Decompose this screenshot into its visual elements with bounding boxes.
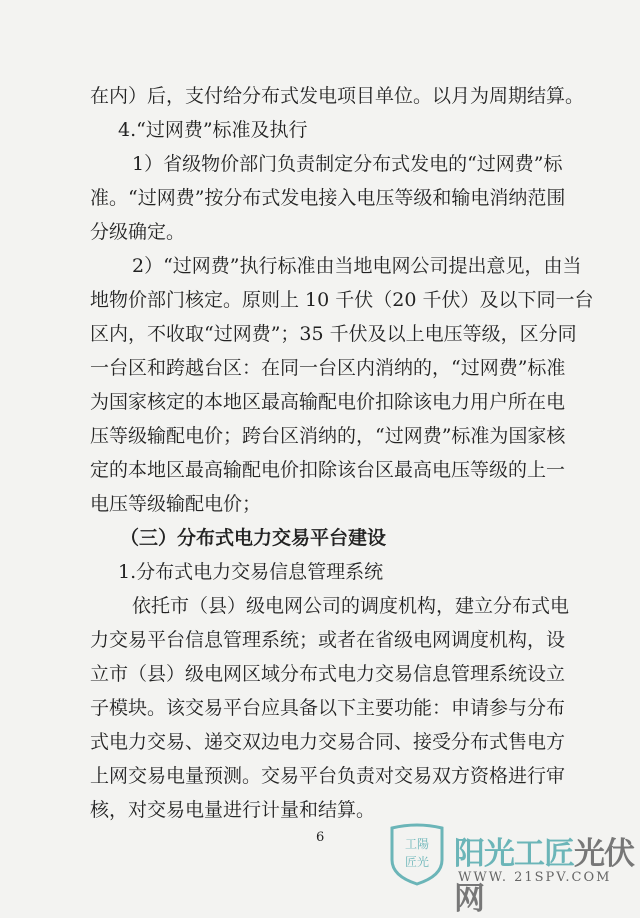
paragraph-line: 区内，不收取“过网费”；35 千伏及以上电压等级，区分同: [90, 323, 577, 345]
section-heading: （三）分布式电力交易平台建设: [120, 527, 387, 549]
svg-text:工陽: 工陽: [404, 837, 430, 851]
paragraph-line: 2）“过网费”执行标准由当地电网公司提出意见，由当: [132, 255, 582, 277]
paragraph-line: 1）省级物价部门负责制定分布式发电的“过网费”标: [132, 153, 563, 175]
paragraph-line: 子模块。该交易平台应具备以下主要功能：申请参与分布: [90, 697, 566, 719]
paragraph-line: 在内）后，支付给分布式发电项目单位。以月为周期结算。: [90, 85, 585, 107]
paragraph-line: 分级确定。: [90, 221, 186, 243]
page-number: 6: [316, 830, 325, 845]
paragraph-line: 准。“过网费”按分布式发电接入电压等级和输电消纳范围: [90, 187, 566, 209]
paragraph-line: 力交易平台信息管理系统；或者在省级电网调度机构，设: [90, 629, 566, 651]
brand-name-teal: 阳光工匠: [454, 836, 574, 872]
watermark-logo: [388, 822, 638, 917]
paragraph-line: 压等级输配电价；跨台区消纳的，“过网费”标准为国家核: [90, 425, 566, 447]
section-heading: 4.“过网费”标准及执行: [118, 119, 308, 141]
shield-seal-icon: [388, 822, 446, 886]
paragraph-line: 地物价部门核定。原则上 10 千伏（20 千伏）及以下同一台: [90, 289, 594, 311]
paragraph-line: 定的本地区最高输配电价扣除该台区最高电压等级的上一: [90, 459, 566, 481]
paragraph-line: 一台区和跨越台区：在同一台区内消纳的，“过网费”标准: [90, 357, 566, 379]
watermark-url: WWW. 21SPV.COM: [458, 870, 612, 885]
paragraph-line: 为国家核定的本地区最高输配电价扣除该电力用户所在电: [90, 391, 566, 413]
paragraph-line: 上网交易电量预测。交易平台负责对交易双方资格进行审: [90, 765, 566, 787]
svg-text:匠光: 匠光: [404, 855, 430, 869]
paragraph-line: 立市（县）级电网区域分布式电力交易信息管理系统设立: [90, 663, 566, 685]
brand-name-gray: 光伏网: [454, 836, 634, 917]
paragraph-line: 核，对交易电量进行计量和结算。: [90, 799, 376, 821]
paragraph-line: 依托市（县）级电网公司的调度机构，建立分布式电: [132, 595, 570, 617]
subsection-heading: 1.分布式电力交易信息管理系统: [118, 561, 384, 583]
paragraph-line: 电压等级输配电价；: [90, 493, 262, 515]
paragraph-line: 式电力交易、递交双边电力交易合同、接受分布式售电方: [90, 731, 566, 753]
